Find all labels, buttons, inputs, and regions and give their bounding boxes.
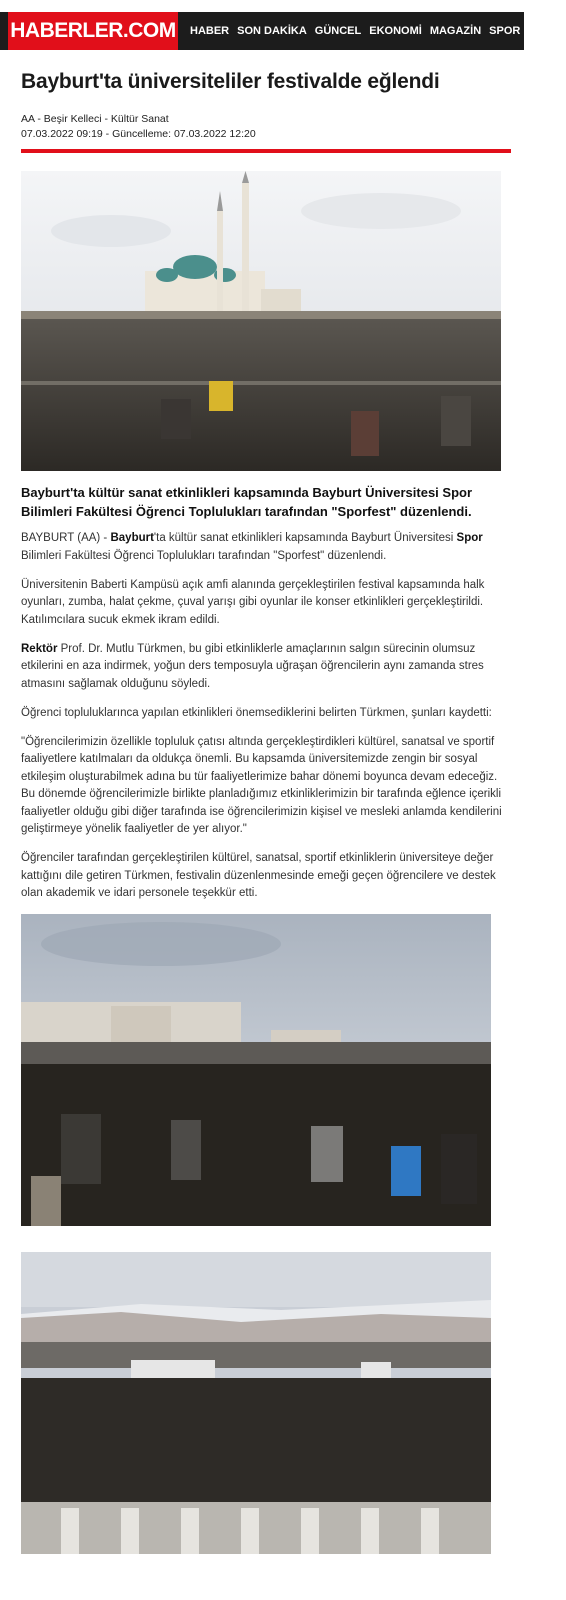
published-date: 07.03.2022 09:19 [21, 128, 103, 140]
para-text: 'ta kültür sanat etkinlikleri kapsamında Bayburt Üniversitesi [153, 532, 457, 544]
para-bold: Spor [456, 532, 483, 544]
nav-item-spor[interactable]: SPOR [489, 25, 521, 37]
meta-sep: - [34, 113, 44, 125]
nav-item-ekonomi[interactable]: EKONOMİ [369, 25, 422, 37]
nav-item-haber[interactable]: HABER [190, 25, 230, 37]
category-link[interactable]: Kültür Sanat [110, 113, 169, 125]
photo-mosque-crowd [21, 171, 501, 471]
nav-item-son-dakika[interactable]: SON DAKİKA [237, 25, 307, 37]
top-strip [0, 0, 524, 12]
byline [21, 112, 511, 127]
site-header [0, 12, 566, 50]
article-photo-main [21, 171, 501, 471]
para-text: Bilimleri Fakültesi Öğrenci Toplulukları tarafından "Sporfest" düzenlendi. [21, 549, 387, 562]
article-meta [21, 112, 511, 142]
para-text: BAYBURT (AA) - [21, 532, 111, 544]
article [21, 50, 511, 1554]
article-paragraph-3 [21, 641, 511, 694]
nav-item-dunya[interactable]: DÜNYA [528, 25, 566, 37]
article-paragraph-1 [21, 530, 511, 565]
photo-campus-crowd [21, 914, 491, 1226]
main-nav [190, 12, 566, 50]
updated-label: Güncelleme: [112, 128, 172, 140]
source-link[interactable]: AA [21, 113, 35, 125]
title-divider [21, 149, 511, 153]
photo-plaza-crowd [21, 1252, 491, 1554]
nav-item-guncel[interactable]: GÜNCEL [314, 25, 362, 37]
updated-date: 07.03.2022 12:20 [173, 128, 256, 140]
article-title: Bayburt'ta üniversiteliler festivalde eğlendi [21, 70, 440, 93]
nav-item-magazin[interactable]: MAGAZİN [429, 25, 482, 37]
article-photo-2 [21, 914, 491, 1226]
para-text: Prof. Dr. Mutlu Türkmen, bu gibi etkinliklerle amaçlarının salgın sürecinin olumsuz etkilerini en aza indirmek, yoğun ders temposuyla uğraşan öğrencilerin aynı zamanda stres atmasını sağlamak olduğunu söyledi. [21, 642, 484, 690]
dateline [21, 127, 511, 142]
para-bold: Bayburt [110, 532, 154, 544]
meta-sep: - [101, 113, 111, 125]
site-logo[interactable]: HABERLER.COM [8, 12, 178, 50]
author-link[interactable]: Beşir Kelleci [43, 113, 102, 125]
article-paragraph-4: Öğrenci topluluklarınca yapılan etkinlikleri önemsediklerini belirten Türkmen, şunları kaydetti: [21, 706, 492, 719]
article-lead: Bayburt'ta kültür sanat etkinlikleri kapsamında Bayburt Üniversitesi Spor Bilimleri Fakültesi Öğrenci Toplulukları tarafından "Sporfest" düzenlendi. [21, 485, 473, 519]
article-paragraph-6: Öğrenciler tarafından gerçekleştirilen kültürel, sanatsal, sportif etkinliklerin üniversiteye değer kattığını dile getiren Türkmen, festivalin düzenlenmesinde emeği geçen öğrencilere ve destek olan akademik ve idari personele teşekkür etti. [21, 852, 496, 899]
article-paragraph-2: Üniversitenin Baberti Kampüsü açık amfi alanında gerçekleştirilen festival kapsamında halk oyunları, zumba, halat çekme, çuval yarışı gibi oyunlar ile konser etkinlikleri gerçekleştirildi. Katılımcılara sucuk ekmek ikram edildi. [21, 578, 485, 626]
article-quote: "Öğrencilerimizin özellikle topluluk çatısı altında gerçekleştirdikleri kültürel, sanatsal ve sportif faaliyetlere katılmaları da oldukça önemli. Bu kapsamda üniversitemizde zengin bir sosyal etkileşim oluşturabilmek adına bu tür faaliyetlerimize bahar dönemi boyunca devam edeceğiz. Bu dönemde öğrencilerimizle birlikte planladığımız etkinliklerimizin bir tarafında eğlence içerikli faaliyetler olduğu gibi diğer tarafında ise öğrencilerimizin kişisel ve mesleki anlamda kendilerini geliştirmeye yönelik faaliyetler de yer alıyor." [21, 735, 502, 835]
meta-sep: - [102, 128, 113, 140]
para-bold: Rektör [21, 642, 58, 655]
article-photo-3 [21, 1252, 491, 1554]
